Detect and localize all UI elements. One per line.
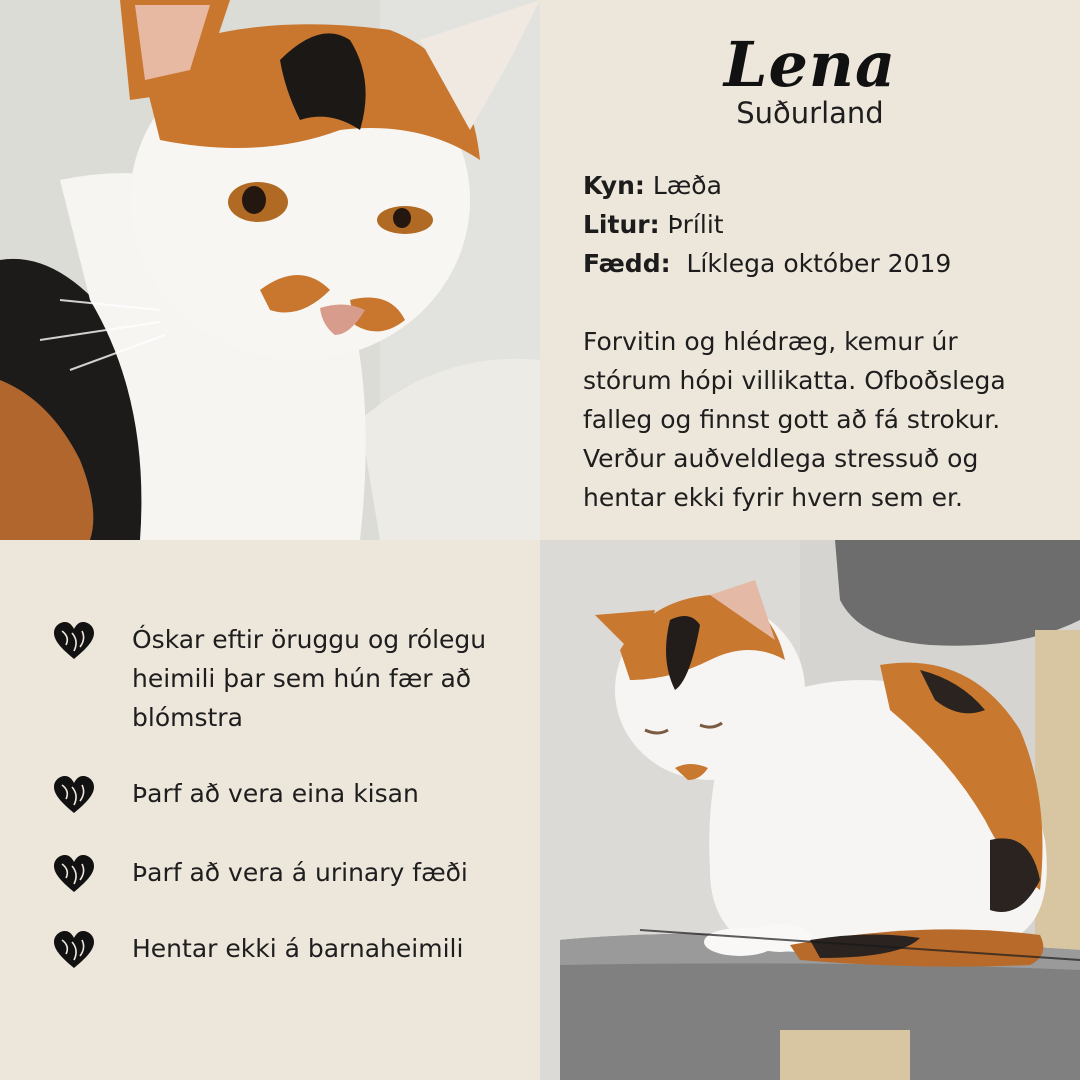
heart-icon [52,930,96,970]
facts-list [583,166,951,283]
fact-value: Læða [644,171,722,200]
cat-portrait-photo [0,0,540,540]
cat-region: Suðurland [736,96,884,130]
list-item [52,929,522,970]
fact-label: Litur: [583,210,660,239]
cat-name: Lena [723,28,897,101]
list-item [52,774,522,815]
fact-row [583,166,951,205]
need-text: Þarf að vera eina kisan [132,779,419,808]
cat-sitting-photo [540,540,1080,1080]
fact-row [583,205,951,244]
cat-description: Forvitin og hlédræg, kemur úr stórum hópi villikatta. Ofboðslega falleg og finnst gott að fá strokur. Verður auðveldlega stressuð og hentar ekki fyrir hvern sem er. [583,327,1006,512]
heart-icon [52,621,96,661]
need-text: Hentar ekki á barnaheimili [132,934,464,963]
fact-label: Kyn: [583,171,645,200]
need-text: Þarf að vera á urinary fæði [132,858,468,887]
fact-label: Fædd: [583,249,671,278]
needs-panel [0,540,540,1080]
heart-icon [52,775,96,815]
list-item [52,620,522,737]
fact-value: Þrílit [659,210,724,239]
info-panel [540,0,1080,540]
fact-row [583,244,951,283]
need-text: Óskar eftir öruggu og rólegu heimili þar sem hún fær að blómstra [132,625,487,732]
heart-icon [52,854,96,894]
list-item [52,853,522,894]
fact-value: Líklega október 2019 [670,249,952,278]
